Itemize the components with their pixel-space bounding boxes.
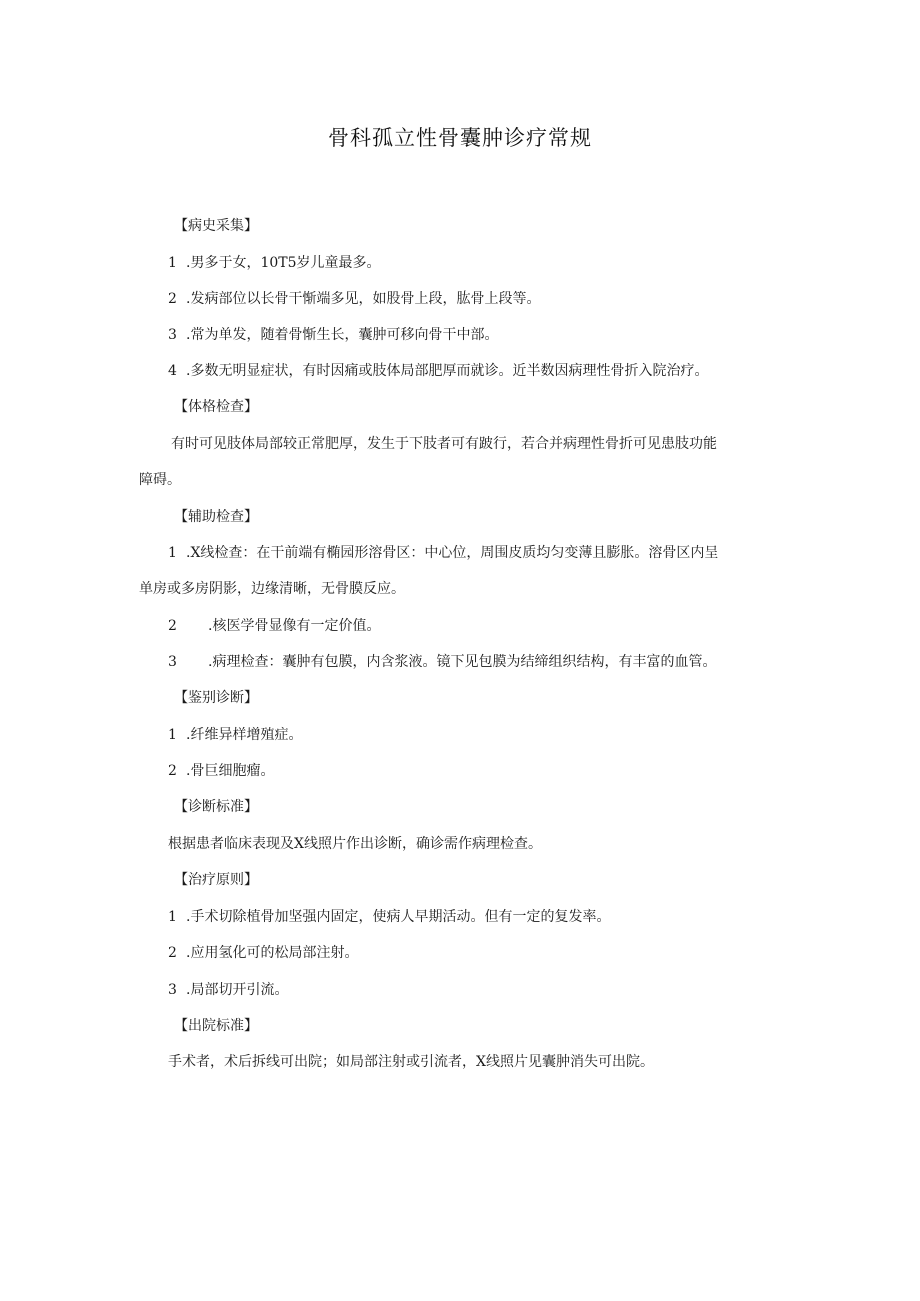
item-number: 1 (168, 255, 177, 271)
document-title: 骨科孤立性骨囊肿诊疗常规 (328, 126, 592, 150)
auxiliary-item-2 (168, 616, 380, 636)
section-heading-discharge: 【出院标准】 (174, 1018, 258, 1034)
item-text: .多数无明显症状，有时因痛或肢体局部肥厚而就诊。近半数因病理性骨折入院治疗。 (186, 363, 709, 379)
section-heading-auxiliary: 【辅助检查】 (174, 509, 258, 525)
item-number: 1 (168, 727, 177, 743)
physical-text-line-2: 障碍。 (139, 472, 181, 488)
treatment-item-2 (168, 943, 358, 963)
item-number: 3 (168, 327, 177, 343)
item-text: .发病部位以长骨干惭端多见，如股骨上段，肱骨上段等。 (186, 291, 541, 307)
auxiliary-item-1-line-1 (168, 543, 718, 563)
history-item-1 (168, 253, 381, 273)
item-text: .男多于女，10T5岁儿童最多。 (186, 255, 381, 271)
differential-item-1 (168, 725, 302, 745)
item-text: .核医学骨显像有一定价值。 (208, 618, 381, 634)
item-text: .局部切开引流。 (186, 982, 289, 998)
item-number: 1 (168, 909, 177, 925)
item-number: 4 (168, 363, 177, 379)
section-heading-treatment: 【治疗原则】 (174, 872, 258, 888)
item-text: .常为单发，随着骨惭生长，囊肿可移向骨干中部。 (186, 327, 499, 343)
section-heading-criteria: 【诊断标准】 (174, 799, 258, 815)
auxiliary-item-3 (168, 652, 716, 672)
item-text: .纤维异样增殖症。 (186, 727, 303, 743)
section-heading-history: 【病史采集】 (174, 218, 258, 234)
item-text: .应用氢化可的松局部注射。 (186, 945, 359, 961)
item-number: 2 (168, 618, 177, 634)
item-number: 2 (168, 945, 177, 961)
criteria-text: 根据患者临床表现及X线照片作出诊断，确诊需作病理检查。 (168, 836, 542, 852)
treatment-item-1 (168, 907, 610, 927)
physical-text-line-1: 有时可见肢体局部较正常肥厚，发生于下肢者可有跛行，若合并病理性骨折可见患肢功能 (171, 436, 717, 452)
item-text: .病理检查：囊肿有包膜，内含浆液。镜下见包膜为结缔组织结构，有丰富的血管。 (208, 654, 717, 670)
item-text: .X线检查：在干前端有椭园形溶骨区：中心位，周围皮质均匀变薄且膨胀。溶骨区内呈 (186, 545, 719, 561)
item-number: 2 (168, 291, 177, 307)
treatment-item-3 (168, 980, 288, 1000)
section-heading-differential: 【鉴别诊断】 (174, 690, 258, 706)
item-number: 3 (168, 654, 177, 670)
history-item-2 (168, 289, 540, 309)
item-number: 1 (168, 545, 177, 561)
item-number: 3 (168, 982, 177, 998)
history-item-3 (168, 325, 498, 345)
item-text: .手术切除植骨加坚强内固定，使病人早期活动。但有一定的复发率。 (186, 909, 611, 925)
auxiliary-item-1-line-2: 单房或多房阴影，边缘清晰，无骨膜反应。 (139, 581, 405, 597)
section-heading-physical: 【体格检查】 (174, 399, 258, 415)
history-item-4 (168, 361, 708, 381)
discharge-text: 手术者，术后拆线可出院；如局部注射或引流者，X线照片见囊肿消失可出院。 (168, 1054, 654, 1070)
differential-item-2 (168, 761, 274, 781)
item-number: 2 (168, 763, 177, 779)
item-text: .骨巨细胞瘤。 (186, 763, 275, 779)
